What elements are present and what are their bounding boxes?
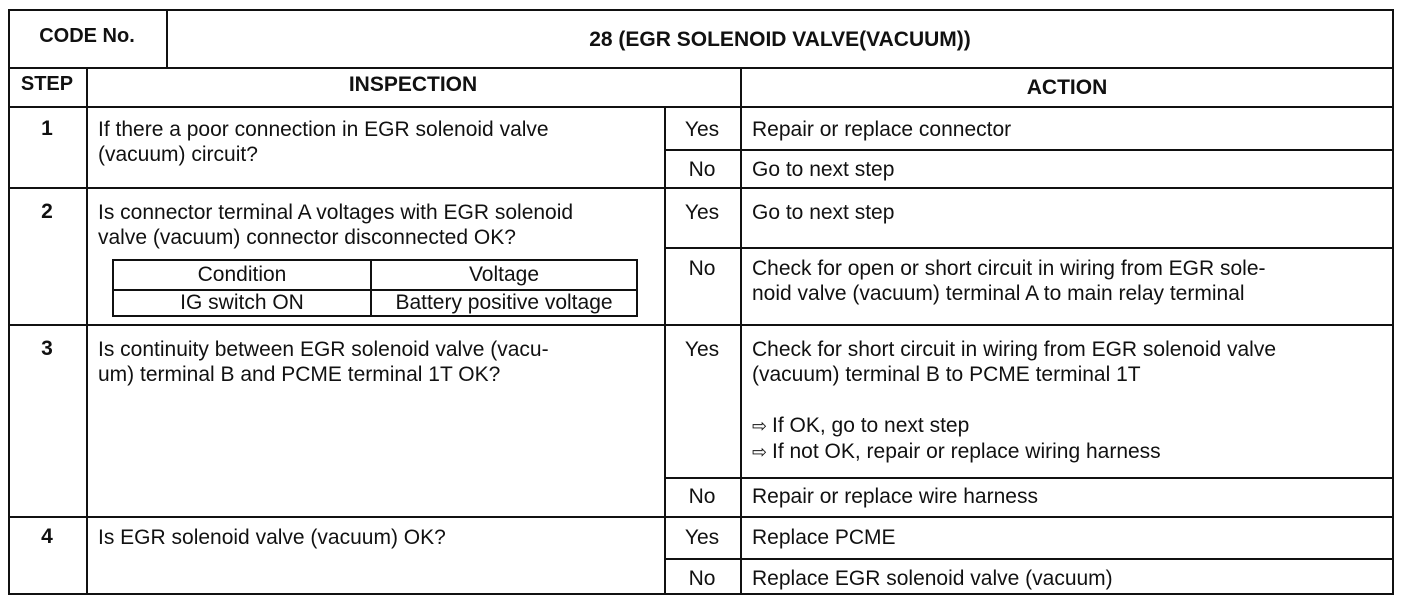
yes-action: Replace PCME [752,526,896,549]
rule-inspection-action [740,67,742,595]
sub-action-text: If not OK, repair or replace wiring harness [772,440,1161,463]
column-step: STEP [20,73,74,95]
yes-label: Yes [684,118,720,141]
yes-label: Yes [684,201,720,224]
no-action: Replace EGR solenoid valve (vacuum) [752,567,1113,590]
rule-step1-bottom [8,187,1394,189]
condition-header: Condition [114,261,372,289]
inspection-text [98,337,658,387]
rule-colheader-bottom [8,106,1394,108]
no-label: No [688,158,716,181]
right-arrow-icon: ⇨ [752,416,768,436]
sub-action-item [752,439,1388,465]
step-number: 3 [41,337,53,360]
code-number-label: CODE No. [39,25,135,47]
yes-action: Repair or replace connector [752,118,1012,141]
yes-action: Go to next step [752,201,895,224]
rule-step4-mid [664,558,1394,560]
inspection-line: Is continuity between EGR solenoid valve (vacu- [98,338,549,361]
yes-action-line: (vacuum) terminal B to PCME terminal 1T [752,363,1141,386]
code-title: 28 (EGR SOLENOID VALVE(VACUUM)) [589,28,971,51]
inspection-text [98,525,658,550]
column-inspection: INSPECTION [348,73,478,96]
inspection-line: Is connector terminal A voltages with EGR solenoid [98,201,574,224]
rule-step2-mid [664,247,1394,249]
no-action [752,256,1388,306]
rule-step-col [86,67,88,595]
condition-table-header [114,261,636,291]
rule-step2-bottom [8,324,1394,326]
condition-value: IG switch ON [114,289,372,317]
yes-action-line: Check for short circuit in wiring from EGR solenoid valve [752,338,1277,361]
rule-step1-mid [664,149,1394,151]
column-action: ACTION [1026,76,1108,99]
inspection-line: valve (vacuum) connector disconnected OK? [98,226,516,249]
inspection-text [98,117,658,167]
no-label: No [688,567,716,590]
sub-action-text: If OK, go to next step [772,414,970,437]
no-action-line: noid valve (vacuum) terminal A to main relay terminal [752,282,1245,305]
no-action: Go to next step [752,158,895,181]
step-number: 2 [41,200,53,223]
yes-label: Yes [684,338,720,361]
inspection-line: Is EGR solenoid valve (vacuum) OK? [98,526,446,549]
condition-table-row [114,289,636,317]
inspection-line: If there a poor connection in EGR solenoid valve [98,118,549,141]
inspection-line: (vacuum) circuit? [98,143,258,166]
rule-header-bottom [8,67,1394,69]
inspection-text [98,200,663,250]
condition-table [112,259,638,317]
no-label: No [688,257,716,280]
right-arrow-icon: ⇨ [752,442,768,462]
inspection-line: um) terminal B and PCME terminal 1T OK? [98,363,501,386]
step-number: 1 [41,117,53,140]
voltage-value: Battery positive voltage [395,291,613,314]
voltage-header: Voltage [468,263,540,286]
no-action: Repair or replace wire harness [752,485,1038,508]
step-number: 4 [41,525,53,548]
yes-action [752,337,1388,387]
no-label: No [688,485,716,508]
sub-action-item [752,413,1388,439]
no-action-line: Check for open or short circuit in wiring from EGR sole- [752,257,1266,280]
yes-sub-actions [752,413,1388,465]
rule-step3-bottom [8,516,1394,518]
rule-step3-mid [664,477,1394,479]
yes-label: Yes [684,526,720,549]
